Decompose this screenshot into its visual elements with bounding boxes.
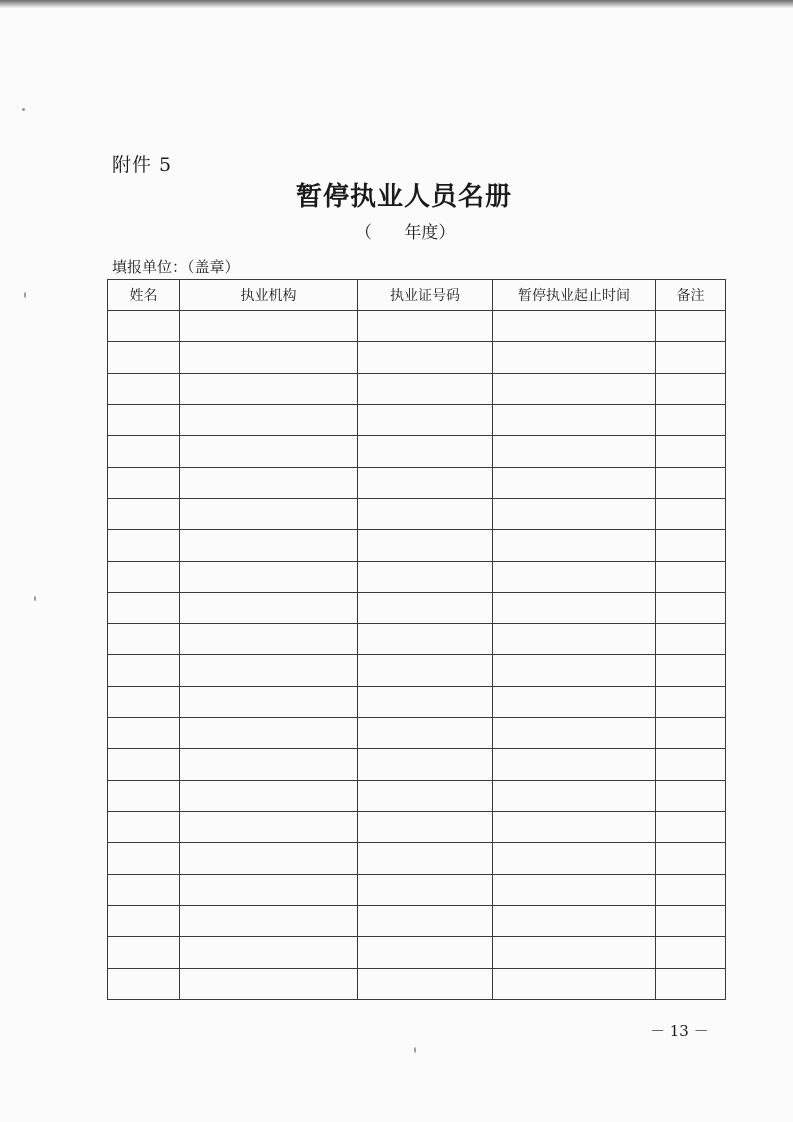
table-row	[108, 812, 726, 843]
remarks-cell	[656, 843, 726, 874]
remarks-cell	[656, 624, 726, 655]
scan-speck	[414, 1047, 416, 1053]
column-header-license-number: 执业证号码	[358, 280, 493, 311]
table-row	[108, 905, 726, 936]
suspension-period-cell	[493, 436, 656, 467]
institution-cell	[180, 498, 358, 529]
name-cell	[108, 404, 180, 435]
name-cell	[108, 843, 180, 874]
name-cell	[108, 530, 180, 561]
remarks-cell	[656, 592, 726, 623]
institution-cell	[180, 780, 358, 811]
institution-cell	[180, 311, 358, 342]
name-cell	[108, 624, 180, 655]
suspension-period-cell	[493, 655, 656, 686]
license-number-cell	[358, 968, 493, 999]
name-cell	[108, 561, 180, 592]
suspension-period-cell	[493, 686, 656, 717]
remarks-cell	[656, 812, 726, 843]
license-number-cell	[358, 561, 493, 592]
remarks-cell	[656, 905, 726, 936]
name-cell	[108, 498, 180, 529]
suspension-period-cell	[493, 968, 656, 999]
suspension-period-cell	[493, 780, 656, 811]
institution-cell	[180, 373, 358, 404]
institution-cell	[180, 874, 358, 905]
table-row	[108, 874, 726, 905]
suspension-period-cell	[493, 592, 656, 623]
license-number-cell	[358, 342, 493, 373]
roster-body	[108, 311, 726, 1000]
name-cell	[108, 812, 180, 843]
table-row	[108, 373, 726, 404]
table-row	[108, 843, 726, 874]
license-number-cell	[358, 780, 493, 811]
suspension-period-cell	[493, 874, 656, 905]
institution-cell	[180, 436, 358, 467]
scan-top-edge	[0, 0, 793, 8]
institution-cell	[180, 530, 358, 561]
name-cell	[108, 874, 180, 905]
name-cell	[108, 686, 180, 717]
table-row	[108, 561, 726, 592]
scan-speck	[22, 108, 25, 111]
license-number-cell	[358, 812, 493, 843]
suspension-period-cell	[493, 498, 656, 529]
license-number-cell	[358, 311, 493, 342]
table-row	[108, 937, 726, 968]
page-title: 暂停执业人员名册	[295, 182, 512, 212]
remarks-cell	[656, 373, 726, 404]
remarks-cell	[656, 655, 726, 686]
license-number-cell	[358, 718, 493, 749]
license-number-cell	[358, 874, 493, 905]
remarks-cell	[656, 968, 726, 999]
license-number-cell	[358, 592, 493, 623]
name-cell	[108, 655, 180, 686]
name-cell	[108, 311, 180, 342]
institution-cell	[180, 686, 358, 717]
license-number-cell	[358, 498, 493, 529]
remarks-cell	[656, 874, 726, 905]
institution-cell	[180, 905, 358, 936]
suspension-period-cell	[493, 718, 656, 749]
institution-cell	[180, 467, 358, 498]
name-cell	[108, 373, 180, 404]
table-row	[108, 436, 726, 467]
suspension-period-cell	[493, 624, 656, 655]
table-row	[108, 498, 726, 529]
suspension-period-cell	[493, 342, 656, 373]
remarks-cell	[656, 780, 726, 811]
remarks-cell	[656, 404, 726, 435]
column-header-institution: 执业机构	[180, 280, 358, 311]
column-header-suspension-period: 暂停执业起止时间	[493, 280, 656, 311]
name-cell	[108, 718, 180, 749]
suspension-period-cell	[493, 905, 656, 936]
table-row	[108, 718, 726, 749]
table-row	[108, 749, 726, 780]
name-cell	[108, 968, 180, 999]
institution-cell	[180, 592, 358, 623]
remarks-cell	[656, 467, 726, 498]
table-row	[108, 530, 726, 561]
license-number-cell	[358, 843, 493, 874]
suspension-period-cell	[493, 937, 656, 968]
license-number-cell	[358, 905, 493, 936]
license-number-cell	[358, 467, 493, 498]
column-header-remarks: 备注	[656, 280, 726, 311]
suspension-period-cell	[493, 373, 656, 404]
name-cell	[108, 467, 180, 498]
table-row	[108, 780, 726, 811]
institution-cell	[180, 968, 358, 999]
remarks-cell	[656, 498, 726, 529]
name-cell	[108, 342, 180, 373]
name-cell	[108, 749, 180, 780]
suspension-period-cell	[493, 749, 656, 780]
table-row	[108, 968, 726, 999]
name-cell	[108, 436, 180, 467]
table-row	[108, 655, 726, 686]
license-number-cell	[358, 937, 493, 968]
suspension-period-cell	[493, 530, 656, 561]
scan-speck	[34, 596, 36, 601]
institution-cell	[180, 843, 358, 874]
suspension-period-cell	[493, 561, 656, 592]
remarks-cell	[656, 311, 726, 342]
table-row	[108, 404, 726, 435]
license-number-cell	[358, 530, 493, 561]
suspension-period-cell	[493, 467, 656, 498]
table-row	[108, 467, 726, 498]
institution-cell	[180, 812, 358, 843]
year-line: （ 年度）	[355, 223, 456, 243]
license-number-cell	[358, 404, 493, 435]
remarks-cell	[656, 686, 726, 717]
name-cell	[108, 905, 180, 936]
name-cell	[108, 937, 180, 968]
name-cell	[108, 592, 180, 623]
attachment-label: 附件 5	[112, 154, 173, 176]
institution-cell	[180, 342, 358, 373]
fill-unit-label: 填报单位：（盖章）	[112, 258, 240, 276]
license-number-cell	[358, 436, 493, 467]
remarks-cell	[656, 749, 726, 780]
table-row	[108, 592, 726, 623]
suspension-period-cell	[493, 843, 656, 874]
remarks-cell	[656, 530, 726, 561]
institution-cell	[180, 718, 358, 749]
remarks-cell	[656, 937, 726, 968]
roster-table	[107, 279, 726, 1000]
name-cell	[108, 780, 180, 811]
remarks-cell	[656, 342, 726, 373]
remarks-cell	[656, 436, 726, 467]
scan-speck	[24, 292, 26, 298]
suspension-period-cell	[493, 812, 656, 843]
table-row	[108, 624, 726, 655]
table-row	[108, 342, 726, 373]
license-number-cell	[358, 624, 493, 655]
column-header-name: 姓名	[108, 280, 180, 311]
table-header-row	[108, 280, 726, 311]
institution-cell	[180, 404, 358, 435]
license-number-cell	[358, 655, 493, 686]
institution-cell	[180, 624, 358, 655]
institution-cell	[180, 749, 358, 780]
institution-cell	[180, 561, 358, 592]
suspension-period-cell	[493, 404, 656, 435]
remarks-cell	[656, 718, 726, 749]
license-number-cell	[358, 373, 493, 404]
page-number: － 13 －	[650, 1022, 709, 1040]
license-number-cell	[358, 749, 493, 780]
table-row	[108, 311, 726, 342]
institution-cell	[180, 655, 358, 686]
license-number-cell	[358, 686, 493, 717]
table-row	[108, 686, 726, 717]
suspension-period-cell	[493, 311, 656, 342]
institution-cell	[180, 937, 358, 968]
remarks-cell	[656, 561, 726, 592]
